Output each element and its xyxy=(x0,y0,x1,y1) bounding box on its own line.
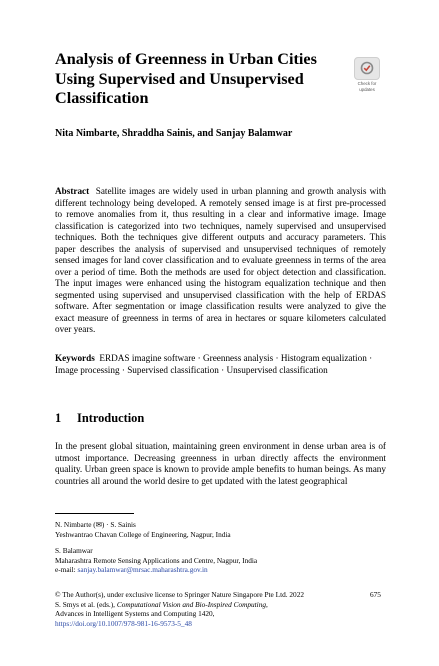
author-list: Nita Nimbarte, Shraddha Sainis, and Sanjay Balamwar xyxy=(55,128,293,139)
email-link[interactable]: sanjay.balamwar@mrsac.maharashtra.gov.in xyxy=(77,565,208,574)
doi-link[interactable]: https://doi.org/10.1007/978-981-16-9573-5_48 xyxy=(55,618,192,628)
paper-title: Analysis of Greenness in Urban Cities Using Supervised and Unsupervised Classification xyxy=(55,50,317,107)
section-heading xyxy=(55,411,144,426)
affiliation-footnote-2 xyxy=(55,546,257,575)
citation-editors: S. Smys et al. (eds.), xyxy=(55,599,115,609)
page-number: 675 xyxy=(370,590,381,599)
abstract-text: Satellite images are widely used in urban planning and growth analysis with different technology being developed. A remotely sensed image is at first pre-processed to remove anomalies from it, thus resulting in a clear and informative image. Image classification is categorized into two techniques, namely supervised and unsupervised techniques. Both the techniques give different outputs and accuracy parameters. This paper describes the analysis of supervised and unsupervised techniques of remotely sensed images for land cover classification and to evaluate greenness in terms of the area over a period of time. Both the methods are used for object detection and classification. The input images were enhanced using the histogram equalization technique and then segmented using supervised and unsupervised classification with the help of ERDAS software. After segmentation or image classification results were analyzed to give the exact measure of greenness in terms of area in hectares or square kilometers calculated over years. xyxy=(55,186,387,334)
email-label: e-mail: xyxy=(55,565,76,574)
footnote-authors-1: N. Nimbarte (✉) · S. Sainis xyxy=(55,520,136,529)
abstract-label: Abstract xyxy=(55,186,90,196)
affiliation-footnote-1 xyxy=(55,520,231,539)
badge-label-line2: updates xyxy=(359,87,375,92)
citation-book-title: Computational Vision and Bio-Inspired Computing xyxy=(116,599,267,609)
section-title: Introduction xyxy=(77,411,145,425)
series-line: Advances in Intelligent Systems and Computing 1420, xyxy=(55,609,215,618)
keywords-text: ERDAS imagine software · Greenness analysis · Histogram equalization · Image processing · Supervised classification · Unsupervised classification xyxy=(55,353,373,375)
abstract xyxy=(55,186,386,336)
footnote-affiliation-2: Maharashtra Remote Sensing Applications and Centre, Nagpur, India xyxy=(55,555,258,565)
badge-label-line1: Check for xyxy=(357,81,377,86)
check-for-updates-badge[interactable] xyxy=(353,57,381,92)
footnote-divider xyxy=(55,513,134,514)
copyright-block xyxy=(55,590,385,628)
footnote-email-line xyxy=(55,565,257,575)
keywords xyxy=(55,353,386,376)
footnote-affiliation-1: Yeshwantrao Chavan College of Engineering, Nagpur, India xyxy=(55,529,231,539)
keywords-label: Keywords xyxy=(55,353,95,363)
check-updates-icon xyxy=(354,57,380,80)
citation-line xyxy=(55,600,385,610)
footnote-authors-2: S. Balamwar xyxy=(55,546,93,555)
intro-paragraph: In the present global situation, maintaining green environment in dense urban area is of utmost importance. Decreasing greenness in urban directly affects the environment quality. Urban green space is known to provide ample benefits to human beings. As many countries all around the world desire to get updated with the latest geographical xyxy=(55,441,386,486)
citation-comma: , xyxy=(266,599,268,609)
section-number: 1 xyxy=(55,411,62,425)
copyright-line: © The Author(s), under exclusive license to Springer Nature Singapore Pte Ltd. 2022 xyxy=(55,590,304,599)
